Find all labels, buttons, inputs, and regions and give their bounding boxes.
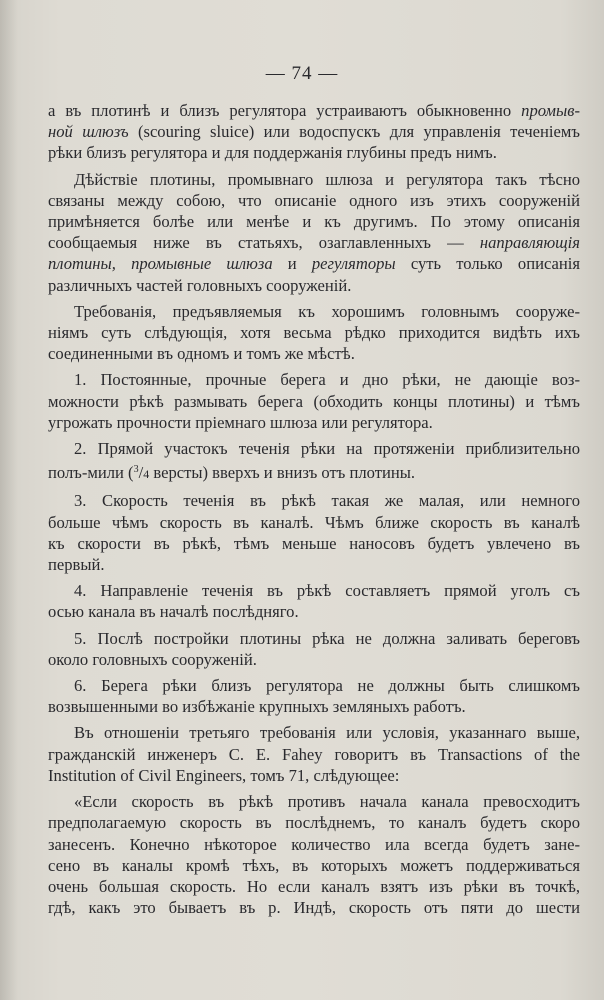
text-line [48, 628, 580, 649]
text-line [48, 211, 580, 232]
text-line [48, 601, 580, 622]
text-line [48, 322, 580, 343]
text-run: «Если скорость въ рѣкѣ противъ начала канала превосходитъ [74, 792, 580, 812]
text-run: суть только описанія [395, 254, 581, 274]
text-run: (scouring sluice) или водоспускъ для управленія теченіемъ [128, 122, 580, 142]
text-run: Требованія, предъявляемыя къ хорошимъ головнымъ сооруже- [74, 301, 580, 321]
text-run: и [272, 254, 312, 274]
text-run: гражданскій инженеръ С. Е. Fahey говоритъ въ Transactions of the [48, 744, 580, 764]
text-run: Дѣйствіе плотины, промывнаго шлюза и регулятора такъ тѣсно [74, 169, 580, 189]
text-line [48, 369, 580, 390]
text-line [48, 490, 580, 511]
text-run: сообщаемыя ниже въ статьяхъ, озаглавленныхъ — [48, 233, 480, 253]
text-run: къ скорости въ рѣкѣ, тѣмъ меньше наносовъ будетъ увлечено въ [48, 533, 580, 553]
text-line [48, 169, 580, 190]
text-run: 6. Берега рѣки близъ регулятора не должны быть слишкомъ [74, 676, 580, 696]
text-line [48, 834, 580, 855]
text-line [48, 253, 580, 274]
text-run: 4. Направленіе теченія въ рѣкѣ составляетъ прямой уголъ съ [74, 581, 580, 601]
text-run: 3. Скорость теченія въ рѣкѣ такая же малая, или немного [74, 491, 580, 511]
text-run: угрожать прочности пріемнаго шлюза или регулятора. [48, 412, 433, 432]
text-run: первый. [48, 555, 105, 575]
text-line [48, 876, 580, 897]
text-line [48, 791, 580, 812]
text-line [48, 275, 580, 296]
text-run: возвышенными во избѣжаніе крупныхъ земляныхъ работъ. [48, 697, 466, 717]
paragraph [48, 791, 580, 918]
italic-term: направляющія [479, 233, 580, 253]
text-line [48, 121, 580, 142]
text-line [48, 190, 580, 211]
text-run: 5. Послѣ постройки плотины рѣка не должна заливать береговъ [74, 628, 580, 648]
text-line [48, 855, 580, 876]
text-run: около головныхъ сооруженій. [48, 649, 257, 669]
text-run: связаны между собою, что описаніе одного изъ этихъ сооруженій [48, 190, 580, 210]
text-run: версты) вверхъ и внизъ отъ плотины. [149, 463, 416, 483]
body-text [48, 100, 580, 923]
text-run: осью канала въ началѣ послѣдняго. [48, 602, 299, 622]
text-line [48, 744, 580, 765]
text-run: полъ-мили ( [48, 463, 134, 483]
paragraph [48, 301, 580, 365]
text-line [48, 142, 580, 163]
text-run: можности рѣкѣ размывать берега (обходить концы плотины) и тѣмъ [48, 391, 580, 411]
text-run: очень большая скорость. Но если каналъ взятъ изъ рѣки въ точкѣ, [48, 876, 580, 896]
text-line [48, 696, 580, 717]
italic-term: регуляторы [311, 254, 396, 274]
text-run: Въ отношеніи третьяго требованія или условія, указаннаго выше, [74, 723, 580, 743]
paragraph [48, 580, 580, 622]
paragraph [48, 438, 580, 485]
text-run: Institution of Civil Engineers, томъ 71, слѣдующее: [48, 765, 400, 785]
text-run: примѣняется болѣе или менѣе и къ другимъ. По этому описанія [48, 212, 580, 232]
text-run: предполагаемую скорость въ послѣднемъ, то каналъ будетъ скоро [48, 813, 580, 833]
text-line [48, 391, 580, 412]
paragraph [48, 100, 580, 164]
text-line [48, 533, 580, 554]
text-run: больше чѣмъ скорость въ каналѣ. Чѣмъ ближе скорость въ каналѣ [48, 512, 580, 532]
paragraph [48, 369, 580, 433]
text-line [48, 765, 580, 786]
text-line [48, 438, 580, 459]
text-line [48, 722, 580, 743]
text-run: 1. Постоянные, прочные берега и дно рѣки, не дающіе воз- [74, 370, 580, 390]
text-line [48, 100, 580, 121]
text-run: 2. Прямой участокъ теченія рѣки на протяженіи приблизительно [74, 439, 580, 459]
text-line [48, 812, 580, 833]
italic-term: ной шлюзъ [48, 122, 129, 142]
paragraph [48, 628, 580, 670]
text-line [48, 412, 580, 433]
text-line [48, 897, 580, 918]
text-run: различныхъ частей головныхъ сооруженій. [48, 275, 352, 295]
text-run: ніямъ суть слѣдующія, хотя весьма рѣдко приходится видѣть ихъ [48, 323, 580, 343]
text-line [48, 459, 580, 485]
text-line [48, 512, 580, 533]
text-run: а въ плотинѣ и близъ регулятора устраиваютъ обыкновенно [48, 101, 522, 120]
paragraph [48, 722, 580, 786]
text-line [48, 232, 580, 253]
text-run: рѣки близъ регулятора и для поддержанія глубины предъ нимъ. [48, 143, 497, 163]
page-number: — 74 — [265, 63, 339, 84]
text-line [48, 301, 580, 322]
italic-term: промыв- [521, 101, 580, 120]
paragraph [48, 490, 580, 575]
text-line [48, 554, 580, 575]
italic-term: плотины, промывные шлюза [48, 254, 273, 274]
text-line [48, 580, 580, 601]
text-run: гдѣ, какъ это бываетъ въ р. Индѣ, скорость отъ пяти до шести [48, 898, 580, 918]
text-line [48, 649, 580, 670]
text-run: соединенными въ одномъ и томъ же мѣстѣ. [48, 344, 355, 364]
text-line [48, 675, 580, 696]
fraction-numerator: 3 [133, 464, 139, 476]
text-line [48, 343, 580, 364]
paragraph [48, 675, 580, 717]
text-run: сено въ каналы кромѣ тѣхъ, въ которыхъ можетъ поддерживаться [48, 855, 580, 875]
paragraph [48, 169, 580, 296]
text-run: занесенъ. Конечно нѣкоторое количество ила всегда будетъ зане- [48, 834, 580, 854]
fraction-denominator: 4 [143, 467, 150, 482]
text-run: / [138, 463, 144, 483]
